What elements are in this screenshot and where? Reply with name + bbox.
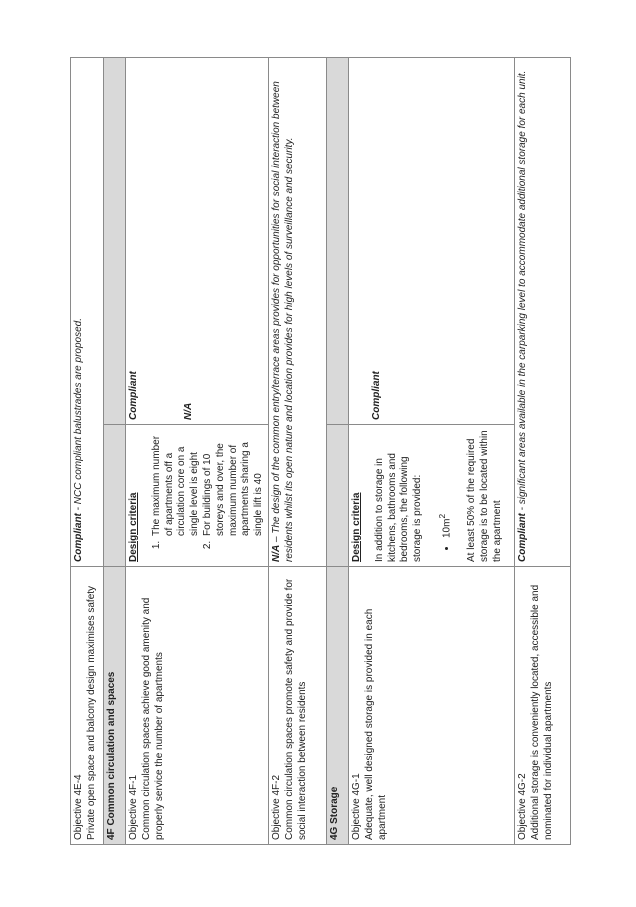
section-heading-blank	[326, 57, 348, 424]
criteria-item: 2. For buildings of 10 storeys and over, the maximum number of apartments sharing a single lift is 40	[202, 429, 266, 538]
objective-text: Common circulation spaces promote safety and provide for social interaction between residents	[283, 578, 308, 840]
section-heading-row-4g	[326, 57, 348, 844]
section-heading-blank	[104, 57, 126, 424]
objective-label: Objective 4F-1	[128, 774, 139, 840]
design-criteria-heading: Design criteria	[350, 492, 362, 562]
design-criteria-cell	[348, 425, 515, 567]
assessment-text: - NCC compliant balustrades are proposed.	[73, 318, 84, 514]
objective-label: Objective 4F-2	[270, 774, 282, 840]
objective-cell	[268, 567, 326, 845]
criteria-item: 1. The maximum number of apartments off a circulation core on a single level is eight	[151, 429, 202, 538]
objective-cell	[515, 567, 571, 845]
adg-compliance-table	[70, 57, 571, 845]
objective-cell	[71, 567, 104, 845]
table-row-4e4	[71, 57, 104, 844]
criteria-list	[151, 429, 266, 544]
assessment-cell	[268, 57, 326, 566]
objective-label: Objective 4G-2	[517, 773, 529, 840]
section-heading: 4G Storage	[326, 567, 348, 845]
status-na: N/A	[182, 402, 194, 420]
status-compliant: Compliant	[517, 513, 529, 562]
status-na: N/A	[270, 544, 282, 562]
table-row-4g1	[348, 57, 515, 844]
assessment-text: – The design of the common entry/terrace areas provides for opportunities for social interaction between residents whilst its open nature and location provides for high levels of surveillance and security.	[270, 81, 295, 562]
table-row-4g2	[515, 57, 571, 844]
objective-cell	[126, 567, 269, 845]
assessment-text: - significant areas available in the carparking level to accommodate additional storage for each unit.	[517, 70, 529, 514]
design-criteria-heading: Design criteria	[128, 492, 139, 562]
objective-label: Objective 4G-1	[350, 773, 362, 840]
objective-text: Private open space and balcony design maximises safety	[85, 585, 97, 840]
assessment-cell	[348, 57, 515, 424]
objective-text: Common circulation spaces achieve good amenity and properly service the number of apartments	[140, 597, 165, 840]
section-heading: 4F Common circulation and spaces	[104, 567, 126, 845]
rotated-page-content	[70, 58, 560, 845]
section-heading-row-4f	[104, 57, 126, 844]
assessment-cell	[515, 57, 571, 566]
objective-text: Adequate, well designed storage is provided in each apartment	[363, 608, 388, 840]
assessment-cell	[71, 57, 104, 566]
objective-label: Objective 4E-4	[73, 774, 84, 840]
design-criteria-cell	[126, 425, 269, 567]
storage-item: • $10m^2$	[437, 429, 454, 538]
table-row-4f2	[268, 57, 326, 844]
section-heading-blank	[104, 425, 126, 567]
storage-note: At least 50% of the required storage is to be located within the apartment	[466, 430, 503, 562]
status-compliant: Compliant	[128, 371, 139, 420]
assessment-cell	[126, 57, 269, 424]
objective-text: Additional storage is conveniently located, accessible and nominated for individual apartments	[530, 584, 555, 840]
table-row-4f1	[126, 57, 269, 844]
status-compliant: Compliant	[73, 513, 84, 562]
section-heading-blank	[326, 425, 348, 567]
storage-intro: In addition to storage in kitchens, bathrooms and bedrooms, the following storage is provided:	[373, 453, 424, 562]
storage-list	[437, 429, 454, 544]
status-compliant: Compliant	[370, 371, 382, 420]
objective-cell	[348, 567, 515, 845]
